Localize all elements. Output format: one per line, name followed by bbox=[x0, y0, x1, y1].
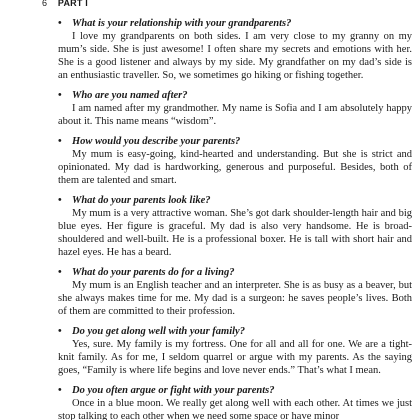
bullet-icon: • bbox=[58, 18, 62, 29]
answer-paragraph bbox=[58, 148, 412, 187]
answer-text: My mum is a very attractive woman. She’s got dark shoulder-length hair and big blue eyes. Her figure is graceful. My dad is also very handsome. He is broad-shouldered and well-built. He is a professional boxer. He is tall with short hair and hazel eyes. He has a beard. bbox=[58, 208, 412, 258]
question-heading bbox=[58, 325, 412, 338]
answer-text: My mum is easy-going, kind-hearted and understanding. But she is strict and opinionated. My dad is hardworking, generous and purposeful. Besides, both of them are talented and smart. bbox=[58, 149, 412, 186]
bullet-icon: • bbox=[58, 385, 62, 396]
page-number: 6 bbox=[42, 0, 48, 8]
answer-text: Yes, sure. My family is my fortress. One for all and all for one. We are a tight-knit family. As for me, I seldom quarrel or argue with my parents. As the saying goes, “Family is where life begins and love never ends.” That’s what I mean. bbox=[58, 339, 412, 376]
answer-text: I love my grandparents on both sides. I am very close to my granny on my mum’s side. She is just awesome! I often share my secrets and emotions with her. She is a good listener and always by my side. My grandfather on my dad’s side is an enthusiastic traveller. So, we sometimes go hiking or fishing together. bbox=[58, 31, 412, 81]
bullet-icon: • bbox=[58, 326, 62, 337]
question-heading bbox=[58, 135, 412, 148]
bullet-icon: • bbox=[58, 267, 62, 278]
question-text: Do you get along well with your family? bbox=[72, 326, 245, 337]
qa-item bbox=[58, 266, 412, 318]
question-text: Who are you named after? bbox=[72, 90, 188, 101]
qa-content bbox=[58, 17, 412, 420]
part-title: PART I bbox=[57, 0, 88, 8]
page-header bbox=[42, 0, 88, 9]
answer-text: I am named after my grandmother. My name is Sofia and I am absolutely happy about it. This name means “wisdom”. bbox=[58, 103, 412, 127]
answer-paragraph bbox=[58, 279, 412, 318]
question-text: What do your parents do for a living? bbox=[72, 267, 235, 278]
question-text: Do you often argue or fight with your parents? bbox=[72, 385, 275, 396]
answer-paragraph bbox=[58, 30, 412, 82]
answer-paragraph bbox=[58, 397, 412, 420]
qa-item bbox=[58, 135, 412, 187]
answer-text: My mum is an English teacher and an interpreter. She is as busy as a beaver, but she always makes time for me. My dad is a surgeon: he saves people’s lives. Both of them are committed to their profession. bbox=[58, 280, 412, 317]
qa-item bbox=[58, 17, 412, 82]
qa-item bbox=[58, 194, 412, 259]
answer-paragraph bbox=[58, 102, 412, 128]
qa-item bbox=[58, 384, 412, 420]
bullet-icon: • bbox=[58, 195, 62, 206]
question-heading bbox=[58, 89, 412, 102]
question-text: What is your relationship with your grandparents? bbox=[72, 18, 292, 29]
question-heading bbox=[58, 266, 412, 279]
qa-item bbox=[58, 325, 412, 377]
question-text: What do your parents look like? bbox=[72, 195, 211, 206]
answer-paragraph bbox=[58, 338, 412, 377]
question-heading bbox=[58, 194, 412, 207]
question-text: How would you describe your parents? bbox=[72, 136, 241, 147]
question-heading bbox=[58, 384, 412, 397]
bullet-icon: • bbox=[58, 136, 62, 147]
bullet-icon: • bbox=[58, 90, 62, 101]
question-heading bbox=[58, 17, 412, 30]
answer-paragraph bbox=[58, 207, 412, 259]
qa-item bbox=[58, 89, 412, 128]
answer-text: Once in a blue moon. We really get along well with each other. At times we just stop talking to each other when we need some space or have minor bbox=[58, 398, 412, 420]
